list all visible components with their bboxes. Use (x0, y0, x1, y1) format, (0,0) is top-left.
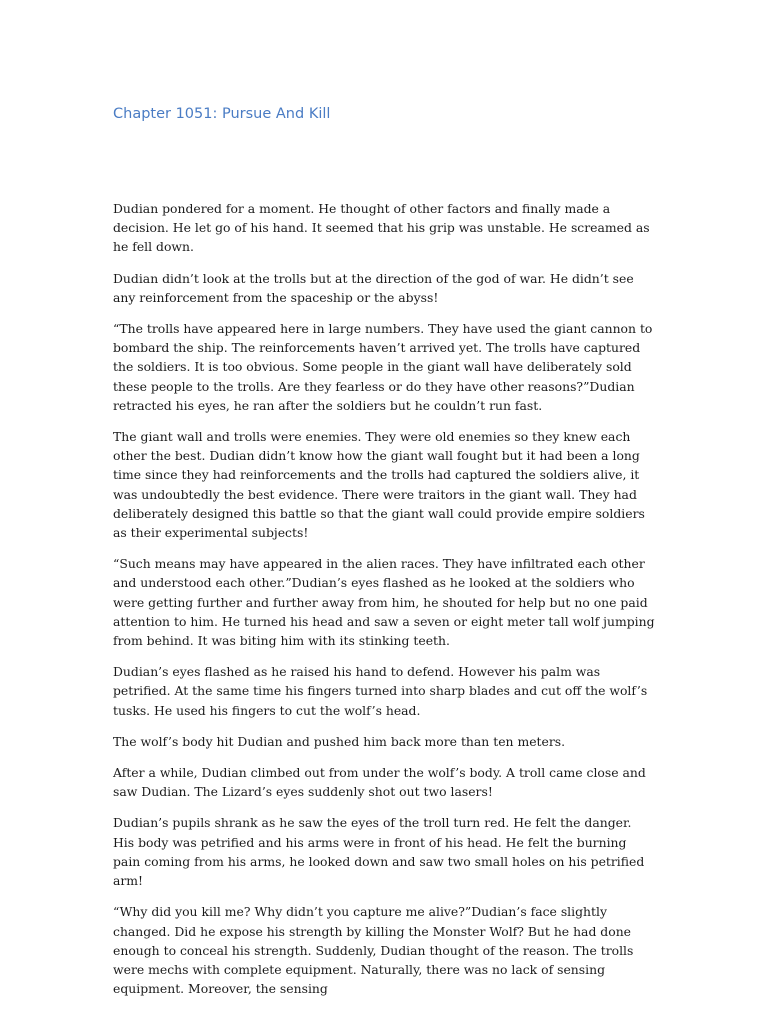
paragraph: “Why did you kill me? Why didn’t you capture me alive?”Dudian’s face slightly changed. Did he expose his strength by killing the Monster Wolf? But he had done enough to conceal his strength. Suddenly, Dudian thought of the reason. The trolls were mechs with complete equipment. Naturally, there was no lack of sensing equipment. Moreover, the sensing (113, 904, 634, 997)
paragraph: The giant wall and trolls were enemies. They were old enemies so they knew each other the best. Dudian didn’t know how the giant wall fought but it had been a long time since they had reinforcements and the trolls had captured the soldiers alive, it was undoubtedly the best evidence. There were traitors in the giant wall. They had deliberately designed this battle so that the giant wall could provide empire soldiers as their experimental subjects! (113, 429, 645, 541)
paragraph: “Such means may have appeared in the alien races. They have infiltrated each other and understood each other.”Dudian’s eyes flashed as he looked at the soldiers who were getting further and further away from him, he shouted for help but no one paid attention to him. He turned his head and saw a seven or eight meter tall wolf jumping from behind. It was biting him with its stinking teeth. (113, 556, 655, 649)
paragraph: Dudian’s pupils shrank as he saw the eyes of the troll turn red. He felt the danger. His body was petrified and his arms were in front of his head. He felt the burning pain coming from his arms, he looked down and saw two small holes on his petrified arm! (113, 815, 645, 889)
chapter-title: Chapter 1051: Pursue And Kill (113, 106, 331, 122)
chapter-body (113, 199, 656, 1010)
paragraph: Dudian’s eyes flashed as he raised his hand to defend. However his palm was petrified. At the same time his fingers turned into sharp blades and cut off the wolf’s tusks. He used his fingers to cut the wolf’s head. (113, 664, 648, 718)
paragraph: The wolf’s body hit Dudian and pushed him back more than ten meters. (113, 733, 566, 749)
paragraph: Dudian didn’t look at the trolls but at the direction of the god of war. He didn’t see any reinforcement from the spaceship or the abyss! (113, 270, 634, 305)
paragraph: “The trolls have appeared here in large numbers. They have used the giant cannon to bombard the ship. The reinforcements haven’t arrived yet. The trolls have captured the soldiers. It is too obvious. Some people in the giant wall have deliberately sold these people to the trolls. Are they fearless or do they have other reasons?”Dudian retracted his eyes, he ran after the soldiers but he couldn’t run fast. (113, 321, 653, 413)
paragraph: After a while, Dudian climbed out from under the wolf’s body. A troll came close and saw Dudian. The Lizard’s eyes suddenly shot out two lasers! (113, 765, 646, 800)
paragraph: Dudian pondered for a moment. He thought of other factors and finally made a decision. He let go of his hand. It seemed that his grip was unstable. He screamed as he fell down. (113, 201, 650, 255)
